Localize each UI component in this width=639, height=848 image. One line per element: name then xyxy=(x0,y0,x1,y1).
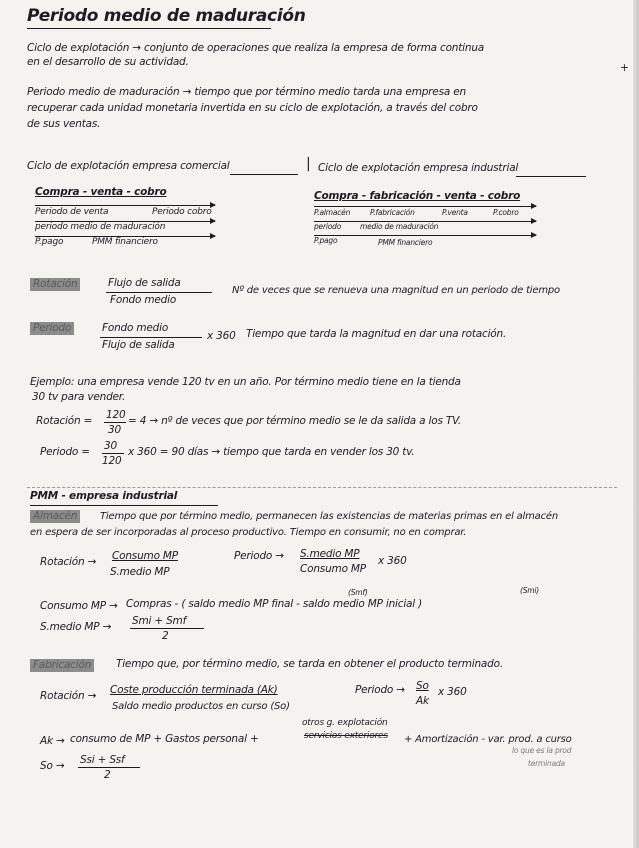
industrial-ppago: P.pago xyxy=(314,236,338,245)
ejemplo-rot-result: = 4 → nº de veces que por término medio se le da salida a los TV. xyxy=(128,415,462,427)
ejemplo-per-den: 120 xyxy=(102,455,122,467)
smedio-num: Smi + Smf xyxy=(132,615,187,627)
ejemplo-per-num: 30 xyxy=(104,440,117,452)
page-edge xyxy=(633,0,639,848)
pmm-industrial-heading: PMM - empresa industrial xyxy=(30,490,178,502)
smedio-den: 2 xyxy=(162,630,169,642)
ejemplo-line-2: 30 tv para vender. xyxy=(32,391,126,403)
industrial-arrow-1 xyxy=(314,206,536,207)
ak-note-2: terminada xyxy=(528,759,565,768)
ejemplo-per-result: x 360 = 90 días → tiempo que tarda en vender los 30 tv. xyxy=(128,446,415,458)
so-label: So → xyxy=(40,760,65,772)
page-title: Periodo medio de maduración xyxy=(27,6,306,26)
intro-line-2: en el desarrollo de su actividad. xyxy=(27,56,189,68)
cycle-separator: | xyxy=(306,156,311,172)
comercial-heading: Ciclo de explotación empresa comercial xyxy=(27,160,230,172)
comercial-heading-underline xyxy=(230,174,298,175)
comercial-ppago: P.pago xyxy=(35,237,64,247)
consumo-label: Consumo MP → xyxy=(40,600,118,612)
almacen-per-den: Consumo MP xyxy=(300,563,366,575)
fab-per-num: So xyxy=(416,680,429,692)
industrial-medio-maduracion: medio de maduración xyxy=(360,222,439,231)
almacen-highlight: Almacén xyxy=(30,510,80,523)
periodo-text: Tiempo que tarda la magnitud en dar una rotación. xyxy=(246,328,507,340)
rotacion-denominator: Fondo medio xyxy=(110,294,177,306)
almacen-rot-den: S.medio MP xyxy=(110,566,170,578)
almacen-rot-num: Consumo MP xyxy=(112,550,178,562)
ak-formula: consumo de MP + Gastos personal + xyxy=(70,733,259,745)
fab-per-label: Periodo → xyxy=(355,684,405,696)
fab-rot-den: Saldo medio productos en curso (So) xyxy=(112,701,290,712)
pmm-def-line-3: de sus ventas. xyxy=(27,118,101,130)
rotacion-highlight: Rotación xyxy=(30,278,80,291)
ak-note-above: otros g. explotación xyxy=(302,718,388,728)
industrial-pcobro: P.cobro xyxy=(493,208,519,217)
fab-per-den: Ak xyxy=(416,695,429,707)
so-fraction-line xyxy=(78,767,140,768)
ak-formula-2: + Amortización - var. prod. a curso xyxy=(404,734,572,745)
almacen-per-mult: x 360 xyxy=(378,555,407,567)
ejemplo-rot-num: 120 xyxy=(106,409,126,421)
smedio-label: S.medio MP → xyxy=(40,621,112,633)
almacen-line-2: en espera de ser incorporadas al proceso productivo. Tiempo en consumir, no en comprar. xyxy=(30,527,467,538)
fab-rot-label: Rotación → xyxy=(40,690,97,702)
ak-note-1: lo que es la prod xyxy=(512,746,572,755)
industrial-palmacen: P.almacén xyxy=(314,208,351,217)
industrial-pfabricacion: P.fabricación xyxy=(370,208,415,217)
periodo-mult: x 360 xyxy=(207,330,236,342)
ejemplo-rot-fraction-line xyxy=(104,422,126,423)
margin-plus: + xyxy=(620,62,629,74)
industrial-heading: Ciclo de explotación empresa industrial xyxy=(318,162,519,174)
almacen-line-1: Tiempo que por término medio, permanecen las existencias de materias primas en el almacén xyxy=(100,511,558,522)
comercial-pmm-financiero: PMM financiero xyxy=(92,237,158,247)
fab-per-mult: x 360 xyxy=(438,686,467,698)
periodo-fraction-line xyxy=(100,337,202,338)
ejemplo-per-fraction-line xyxy=(102,453,124,454)
fab-rot-num: Coste producción terminada (Ak) xyxy=(110,684,278,696)
ejemplo-line-1: Ejemplo: una empresa vende 120 tv en un año. Por término medio tiene en la tienda xyxy=(30,376,461,388)
pmm-def-line-2: recuperar cada unidad monetaria invertida en su ciclo de explotación, a través del cobro xyxy=(27,102,478,114)
pmm-heading-underline xyxy=(30,505,218,506)
smi-label: (Smi) xyxy=(520,586,540,595)
rotacion-fraction-line xyxy=(106,292,212,293)
industrial-flow: Compra - fabricación - venta - cobro xyxy=(314,190,521,202)
periodo-denominator: Flujo de salida xyxy=(102,339,175,351)
pmm-def-line-1: Periodo medio de maduración → tiempo que por término medio tarda una empresa en xyxy=(27,86,466,98)
rotacion-numerator: Flujo de salida xyxy=(108,277,181,289)
title-underline xyxy=(27,28,271,29)
fabricacion-highlight: Fabricación xyxy=(30,659,94,672)
rotacion-text: Nº de veces que se renueva una magnitud en un periodo de tiempo xyxy=(232,285,560,296)
periodo-highlight: Periodo xyxy=(30,322,74,335)
industrial-periodo: periodo xyxy=(314,222,342,231)
periodo-numerator: Fondo medio xyxy=(102,322,169,334)
comercial-periodo-venta: Periodo de venta xyxy=(35,207,109,217)
fabricacion-text: Tiempo que, por término medio, se tarda en obtener el producto terminado. xyxy=(116,658,503,670)
ejemplo-per-label: Periodo = xyxy=(40,446,90,458)
consumo-formula: Compras - ( saldo medio MP final - saldo medio MP inicial ) xyxy=(126,598,423,610)
comercial-periodo-cobro: Periodo cobro xyxy=(152,207,212,217)
industrial-pmm-financiero: PMM financiero xyxy=(378,238,433,247)
so-den: 2 xyxy=(104,769,111,781)
industrial-pventa: P.venta xyxy=(442,208,468,217)
comercial-flow: Compra - venta - cobro xyxy=(35,186,167,198)
almacen-per-num: S.medio MP xyxy=(300,548,360,560)
ak-label: Ak → xyxy=(40,735,65,747)
comercial-pmm: periodo medio de maduración xyxy=(35,222,166,232)
section-divider xyxy=(27,487,617,488)
so-num: Ssi + Ssf xyxy=(80,754,125,766)
comercial-arrow-1 xyxy=(35,205,215,206)
almacen-per-label: Periodo → xyxy=(234,550,284,562)
ak-struck: servicios exteriores xyxy=(304,731,388,741)
smedio-fraction-line xyxy=(130,628,204,629)
smf-label: (Smf) xyxy=(348,588,368,597)
intro-line-1: Ciclo de explotación → conjunto de operaciones que realiza la empresa de forma continua xyxy=(27,42,485,54)
ejemplo-rot-den: 30 xyxy=(108,424,121,436)
almacen-rot-label: Rotación → xyxy=(40,556,97,568)
industrial-heading-underline xyxy=(516,176,586,177)
industrial-arrow-3 xyxy=(314,235,536,236)
ejemplo-rot-label: Rotación = xyxy=(36,415,93,427)
